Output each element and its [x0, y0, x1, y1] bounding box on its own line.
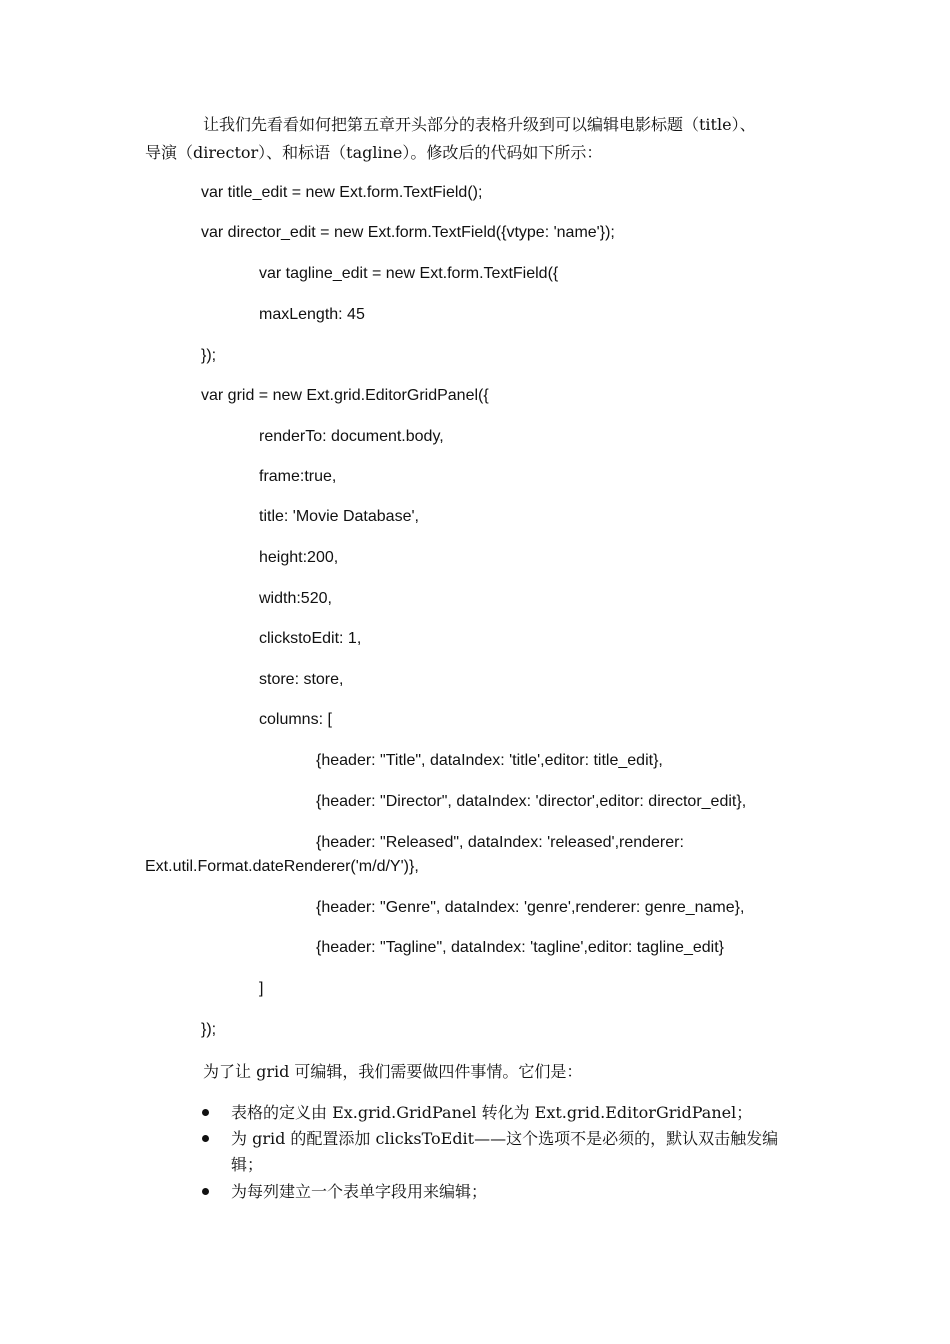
- code-line: height:200,: [259, 549, 339, 566]
- code-line: width:520,: [259, 590, 332, 607]
- summary-text: 为了让 grid 可编辑，我们需要做四件事情。它们是：: [203, 1062, 583, 1081]
- list-item-text-continued: 辑；: [231, 1155, 264, 1174]
- intro-line-1: 让我们先看看如何把第五章开头部分的表格升级到可以编辑电影标题（title）、: [203, 115, 756, 134]
- bullet-icon: [202, 1188, 209, 1195]
- bullet-icon: [202, 1109, 209, 1116]
- code-line: {header: "Tagline", dataIndex: 'tagline',editor: tagline_edit}: [316, 939, 724, 956]
- code-line: });: [201, 1021, 217, 1038]
- code-line: clickstoEdit: 1,: [259, 630, 362, 647]
- code-line: columns: [: [259, 711, 332, 728]
- code-line: {header: "Title", dataIndex: 'title',editor: title_edit},: [316, 752, 663, 769]
- code-line: store: store,: [259, 671, 344, 688]
- code-line: maxLength: 45: [259, 306, 365, 323]
- code-line: renderTo: document.body,: [259, 428, 444, 445]
- list-item-text: 为每列建立一个表单字段用来编辑；: [231, 1182, 488, 1201]
- code-line: var title_edit = new Ext.form.TextField();: [201, 184, 483, 201]
- intro-line-2: 导演（director）、和标语（tagline）。修改后的代码如下所示：: [145, 143, 603, 162]
- bullet-icon: [202, 1135, 209, 1142]
- code-line: frame:true,: [259, 468, 337, 485]
- code-line: var tagline_edit = new Ext.form.TextField({: [259, 265, 559, 282]
- list-item-text: 表格的定义由 Ex.grid.GridPanel 转化为 Ext.grid.EditorGridPanel；: [231, 1103, 753, 1122]
- code-line: });: [201, 347, 217, 364]
- code-line: {header: "Released", dataIndex: 'released',renderer:: [316, 834, 684, 851]
- code-line: {header: "Director", dataIndex: 'director',editor: director_edit},: [316, 793, 747, 810]
- list-item-text: 为 grid 的配置添加 clicksToEdit——这个选项不是必须的，默认双击触发编: [231, 1129, 779, 1148]
- code-line: var grid = new Ext.grid.EditorGridPanel({: [201, 387, 489, 404]
- code-line: ]: [259, 980, 264, 997]
- code-line: title: 'Movie Database',: [259, 508, 419, 525]
- code-line: {header: "Genre", dataIndex: 'genre',renderer: genre_name},: [316, 899, 745, 916]
- code-line: Ext.util.Format.dateRenderer('m/d/Y')},: [145, 858, 419, 875]
- code-line: var director_edit = new Ext.form.TextField({vtype: 'name'});: [201, 224, 615, 241]
